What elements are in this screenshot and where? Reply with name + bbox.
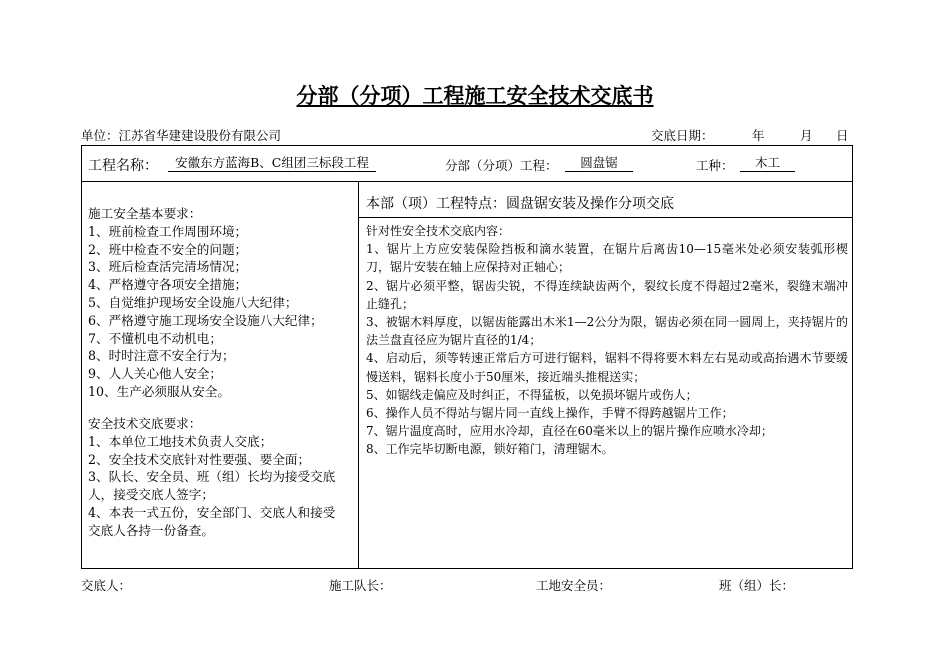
date-day: 日 [836,128,849,143]
list-item: 7、不懂机电不动机电； [88,330,222,346]
list-item: 4、严格遵守各项安全措施； [88,277,248,293]
unit-label: 单位：江苏省华建建设股份有限公司 [81,128,282,143]
basic-requirements [88,205,323,401]
list-item: 4、本表一式五份，安全部门、交底人和接受 [88,504,336,520]
list-item: 3、队长、安全员、班（组）长均为接受交底 [88,469,336,485]
list-item: 9、人人关心他人安全； [88,366,222,382]
list-item: 3、被锯木料厚度，以锯齿能露出木米1—2公分为限，锯齿必须在同一圆周上，夹持锯片的法兰盘直径应为锯片直径的1/4； [366,315,848,348]
captain-signature: 施工队长： [329,578,392,593]
handover-title: 安全技术交底要求： [88,416,202,431]
safety-content [366,222,848,459]
list-item: 8、时时注意不安全行为； [88,348,235,364]
list-item: 2、安全技术交底针对性要强、要全面； [88,451,311,467]
list-item: 7、锯片温度高时，应用水冷却，直径在60毫米以上的锯片操作应喷水冷却； [366,424,773,439]
list-item: 人，接受交底人签字； [88,487,214,503]
list-item: 1、班前检查工作周围环境； [88,223,248,239]
list-item: 8、工作完毕切断电源，锁好箱门，清理锯木。 [366,442,614,457]
trade-label: 工种： [696,158,734,173]
feature-divider [358,217,853,218]
sub-project-value: 圆盘锯 [565,155,633,172]
list-item: 1、本单位工地技术负责人交底； [88,433,273,449]
table-divider [81,181,853,182]
sub-project-label: 分部（分项）工程： [445,158,558,173]
project-name-label: 工程名称： [88,158,158,174]
content-title: 针对性安全技术交底内容： [366,224,511,238]
date-year: 年 [752,128,765,143]
trade-value: 木工 [740,155,795,172]
list-item: 5、如锯线走偏应及时纠正，不得猛板，以免损坏锯片或伤人； [366,387,698,402]
project-name-value: 安徽东方蓝海B、C组团三标段工程 [168,155,376,172]
list-item: 交底人各持一份备查。 [88,522,214,538]
list-item: 1、锯片上方应安装保险挡板和滴水装置，在锯片后离齿10—15毫米处必须安装弧形楔刀，锯片安装在轴上应保持对正轴心； [366,242,848,275]
list-item: 5、自觉维护现场安全设施八大纪律； [88,294,298,310]
list-item: 6、操作人员不得站与锯片同一直线上操作，手臂不得跨越锯片工作； [366,406,734,421]
date-month: 月 [800,128,813,143]
giver-signature: 交底人： [81,578,132,593]
list-item: 2、锯片必须平整，锯齿尖锐，不得连续缺齿两个，裂纹长度不得超过2毫米，裂缝末端冲止缝孔； [366,278,848,311]
list-item: 6、严格遵守施工现场安全设施八大纪律； [88,312,323,328]
date-label: 交底日期： [651,128,714,143]
safety-officer-signature: 工地安全员： [536,578,612,593]
handover-requirements [88,415,335,540]
team-leader-signature: 班（组）长： [719,578,795,593]
column-divider [358,181,359,569]
feature-text: 本部（项）工程特点：圆盘锯安装及操作分项交底 [366,196,674,212]
list-item: 10、生产必须服从安全。 [88,383,230,399]
list-item: 2、班中检查不安全的问题； [88,241,248,257]
list-item: 4、启动后，须等转速正常后方可进行锯料，锯料不得将要木料左右晃动或高抬遇木节要缓慢送料，锯料长度小于50厘米，接近端头推棍送实； [366,351,848,384]
basic-title: 施工安全基本要求： [88,206,202,221]
list-item: 3、班后检查活完清场情况； [88,259,248,275]
page-title: 分部（分项）工程施工安全技术交底书 [296,84,654,108]
